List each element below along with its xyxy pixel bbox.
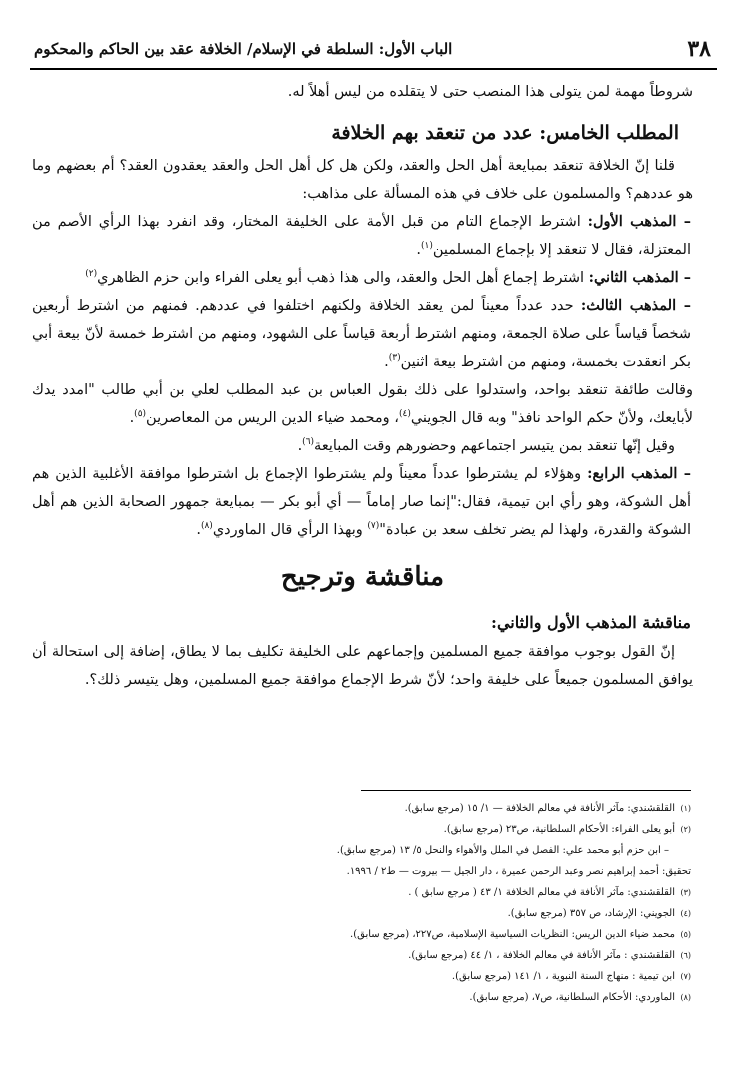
discussion-paragraph: إنّ القول بوجوب موافقة جميع المسلمين وإجماعهم على الخليفة تكليف بما لا يطاق، إضافة إلى استحالة أن يوافق المسلمون جميعاً على خليفة واحد؛ لأنّ شرط الإجماع موافقة جميع المسلمين، وهل يتيسر ذلك؟. — [32, 644, 693, 688]
paragraph-2-text-b: ، ومحمد ضياء الدين الريس من المعاصرين — [146, 410, 399, 426]
footnote-ref-4[interactable]: (٤) — [398, 409, 411, 420]
doctrine-3-text: حدد عدداً معيناً لمن يعقد الخلافة ولكنهم اختلفوا في عددهم. فمنهم من اشترط أربعين شخصاً قياساً على صلاة الجمعة، ومنهم اشترط أربعة قياساً على الشهود، ومنهم من اشترط خمسة لأنّ بيعة أبي بكر انعقدت بخمسة، ومنهم من اشترط بيعة اثنين — [32, 298, 691, 370]
footnote-text: ابن تيمية : منهاج السنة النبوية ، ١/ ١٤١ (مرجع سابق). — [451, 971, 675, 982]
section-title: المطلب الخامس: عدد من تنعقد بهم الخلافة — [331, 122, 679, 144]
paragraph-2-text-a: وقالت طائفة تنعقد بواحد، واستدلوا على ذلك بقول العباس بن عبد المطلب لعلي بن أبي طالب "امدد يدك لأبايعك، ولأنّ حكم الواحد نافذ" وبه قال الجويني — [32, 382, 693, 426]
doctrine-4: – المذهب الرابع: وهؤلاء لم يشترطوا عدداً معيناً ولم يشترطوا الإجماع بل اشترطوا موافقة الأغلبية الذين هم أهل الشوكة، وهو رأي ابن تيمية، فقال:"إنما صار إماماً — أي أبو بكر — بمبايعة جمهور الصحابة الذين هم أهل الشوكة والقدرة، ولهذا لم يضر تخلف سعد بن عبادة"$^{(٧)}$ وبهذا الرأي قال الماوردي$^{(٨)}$. — [32, 465, 691, 538]
footnote-number: (٥) — [680, 930, 691, 939]
footnote-text: تحقيق: أحمد إبراهيم نصر وعبد الرحمن عميرة ، دار الجيل — بيروت — ط٢ / ١٩٩٦. — [346, 866, 691, 877]
discussion-title: مناقشة وترجيح — [280, 562, 445, 592]
footnote-ref-1[interactable]: (١) — [421, 241, 433, 252]
intro-line: شروطاً مهمة لمن يتولى هذا المنصب حتى لا يتقلده من ليس أهلاً له. — [287, 84, 693, 100]
footnote-ref-6[interactable]: (٦) — [302, 437, 315, 448]
footnote-number: (١) — [680, 804, 691, 813]
footnote-text: القلقشندي: مآثر الأنافة في معالم الخلافة — ١/ ١٥ (مرجع سابق). — [404, 803, 675, 814]
footnote-number: (٤) — [680, 909, 691, 918]
doctrine-2 — [32, 264, 693, 292]
footnote — [90, 819, 691, 840]
footnote-ref-5[interactable]: (٥) — [134, 409, 147, 420]
footnote-text: القلقشندي : مآثر الأنافة في معالم الخلافة ، ١/ ٤٤ (مرجع سابق). — [408, 950, 675, 961]
section-paragraph-1: قلنا إنّ الخلافة تنعقد بمبايعة أهل الحل والعقد، ولكن هل كل أهل الحل والعقد يعقدون العقد؟ أم بعضهم وما هو عددهم؟ والمسلمون على خلاف في هذه المسألة على مذاهب: — [32, 158, 693, 202]
footnotes — [90, 798, 691, 1008]
doctrine-4-label: – المذهب الرابع: — [587, 465, 691, 482]
doctrine-1-label: – المذهب الأول: — [587, 213, 691, 230]
footnote-text: – ابن حزم أبو محمد علي: الفصل في الملل والأهواء والنحل ٥/ ١٣ (مرجع سابق). — [336, 845, 669, 856]
footnote-ref-8[interactable]: (٨) — [200, 521, 213, 532]
page-number: ٣٨ — [687, 36, 711, 62]
running-title: الباب الأول: السلطة في الإسلام/ الخلافة عقد بين الحاكم والمحكوم — [34, 40, 453, 58]
doctrine-1-text: اشترط الإجماع التام من قبل الأمة على الخليفة المختار، وقد انفرد بهذا الرأي الأصم من المعتزلة، فقال لا تنعقد إلا بإجماع المسلمين — [32, 214, 691, 258]
footnote — [90, 903, 691, 924]
footnote-text: القلقشندي: مآثر الأنافة في معالم الخلافة ١/ ٤٣ ( مرجع سابق ) . — [408, 887, 675, 898]
footnote-separator — [361, 790, 691, 791]
doctrine-2-label: – المذهب الثاني: — [588, 269, 691, 286]
footnote-ref-7[interactable]: (٧) — [367, 521, 380, 532]
footnote-number: (٦) — [680, 951, 691, 960]
paragraph-3-text: وقيل إنّها تنعقد بمن يتيسر اجتماعهم وحضورهم وقت المبايعة — [314, 438, 675, 454]
footnote-continuation — [90, 861, 691, 882]
footnote-text: الماوردي: الأحكام السلطانية، ص٧، (مرجع سابق). — [469, 992, 675, 1003]
footnote-number: (٣) — [680, 888, 691, 897]
section-paragraph-2: وقالت طائفة تنعقد بواحد، واستدلوا على ذلك بقول العباس بن عبد المطلب لعلي بن أبي طالب "امدد يدك لأبايعك، ولأنّ حكم الواحد نافذ" وبه قال الجويني$^{(٤)}$، ومحمد ضياء الدين الريس من المعاصرين$^{(٥)}$. — [32, 382, 693, 426]
doctrine-1: – المذهب الأول: اشترط الإجماع التام من قبل الأمة على الخليفة المختار، وقد انفرد بهذا الرأي الأصم من المعتزلة، فقال لا تنعقد إلا بإجماع المسلمين$^{(١)}$. — [32, 213, 691, 258]
doctrine-3: – المذهب الثالث: حدد عدداً معيناً لمن يعقد الخلافة ولكنهم اختلفوا في عددهم. فمنهم من اشترط أربعين شخصاً قياساً على صلاة الجمعة، ومنهم اشترط أربعة قياساً على الشهود، ومنهم من اشترط خمسة لأنّ بيعة أبي بكر انعقدت بخمسة، ومنهم من اشترط بيعة اثنين$^{(٣)}$. — [32, 297, 692, 370]
section-paragraph-3: وقيل إنّها تنعقد بمن يتيسر اجتماعهم وحضورهم وقت المبايعة$^{(٦)}$. — [297, 437, 675, 454]
footnote-text: أبو يعلى الفراء: الأحكام السلطانية، ص٢٣ (مرجع سابق). — [443, 824, 675, 835]
footnote-number: (٢) — [680, 825, 691, 834]
footnote-continuation — [90, 840, 691, 861]
footnote — [90, 882, 691, 903]
doctrine-2-text: اشترط إجماع أهل الحل والعقد، والى هذا ذهب أبو يعلى الفراء وابن حزم الظاهري — [97, 270, 589, 286]
doctrine-4-text: وهؤلاء لم يشترطوا عدداً معيناً ولم يشترطوا الإجماع بل اشترطوا موافقة الأغلبية الذين هم أهل الشوكة، وهو رأي ابن تيمية، فقال:"إنما صار إماماً — أي أبو بكر — بمبايعة جمهور الصحابة الذين هم أهل الشوكة والقدرة، ولهذا لم يضر تخلف سعد بن عبادة" — [32, 466, 691, 538]
footnote-ref-2[interactable]: (٢) — [85, 269, 98, 280]
footnote — [90, 945, 691, 966]
footnote-number: (٨) — [680, 993, 691, 1002]
footnote-ref-3[interactable]: (٣) — [388, 353, 401, 364]
page-body — [32, 78, 693, 694]
footnote-text: محمد ضياء الدين الريس: النظريات السياسية الإسلامية، ص٢٢٧، (مرجع سابق). — [350, 929, 675, 940]
doctrine-3-label: – المذهب الثالث: — [580, 297, 692, 314]
footnote-text: الجويني: الإرشاد، ص ٣٥٧ (مرجع سابق). — [507, 908, 675, 919]
doctrine-4-text-b: وبهذا الرأي قال الماوردي — [212, 522, 368, 538]
footnote — [90, 798, 691, 819]
footnote — [90, 987, 691, 1008]
header-rule — [30, 68, 717, 70]
footnote — [90, 966, 691, 987]
footnote — [90, 924, 691, 945]
discussion-subtitle: مناقشة المذهب الأول والثاني: — [491, 613, 691, 632]
footnote-number: (٧) — [680, 972, 691, 981]
